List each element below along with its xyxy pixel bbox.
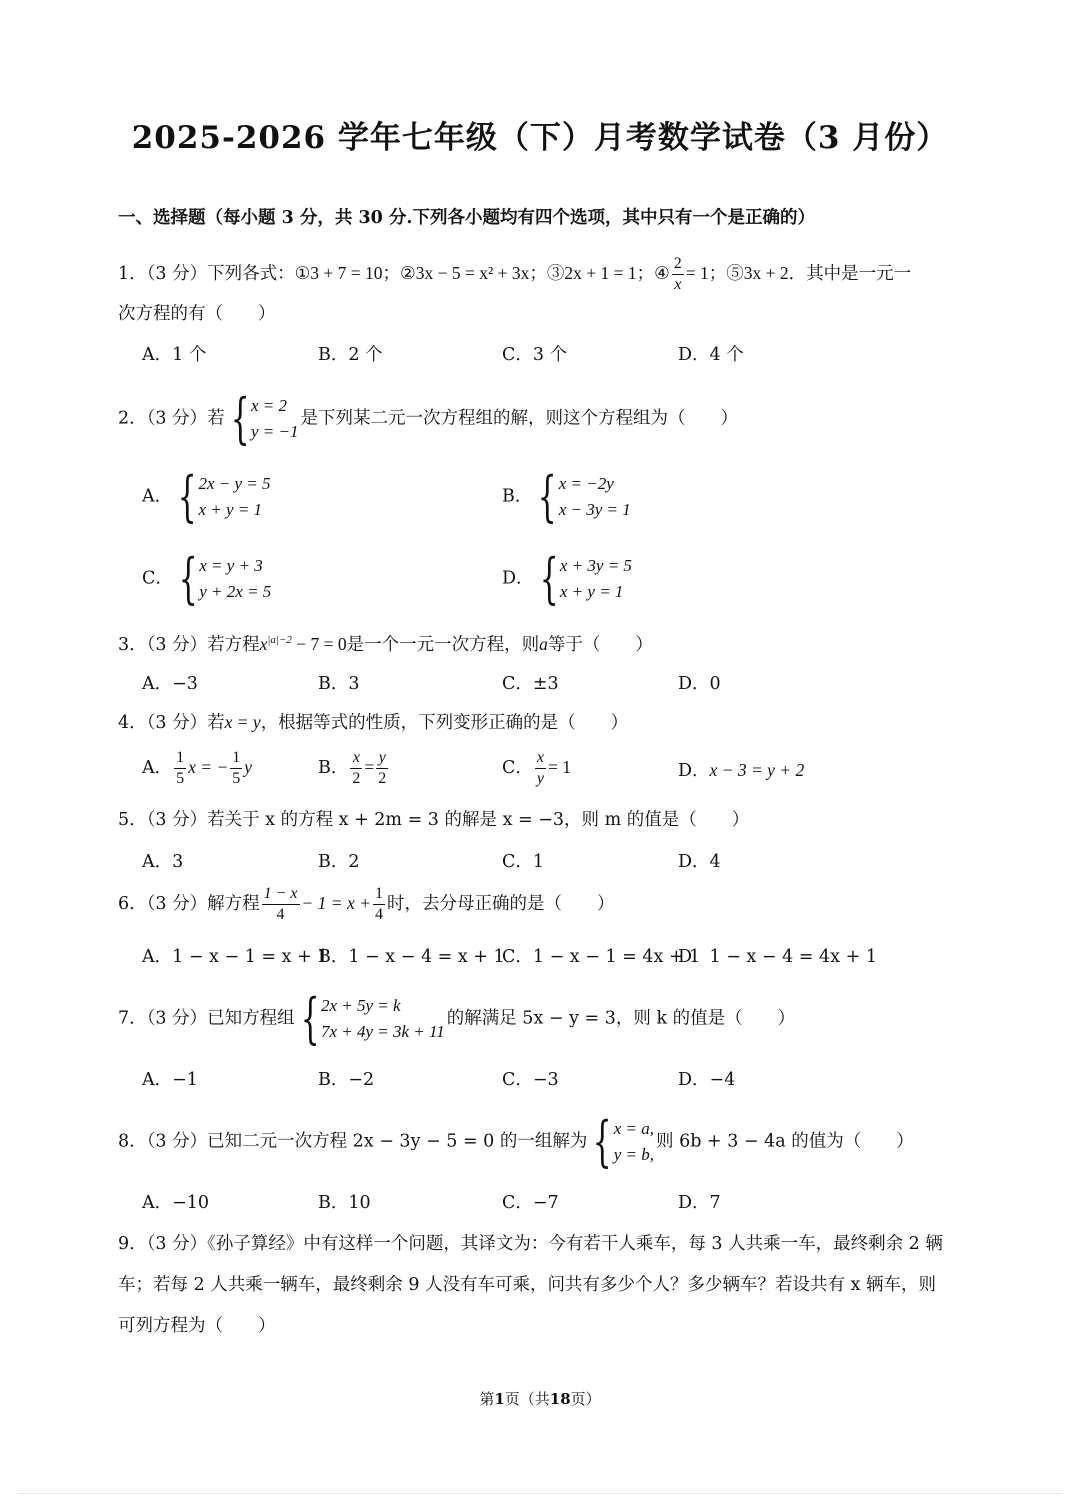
question-9-line-3: 可列方程为（ ） [118, 1316, 276, 1336]
brace-icon: { [593, 1110, 613, 1173]
q2-suffix: 是下列某二元一次方程组的解，则这个方程组为（ ） [300, 408, 738, 429]
q2-option-d: D． { x + 3y = 5 x + y = 1 [502, 547, 632, 610]
question-2 [118, 387, 738, 450]
q1-fraction: $\frac{2}{x}$ [673, 255, 682, 293]
brace-icon: { [177, 465, 197, 528]
q3-option-c: C．±3 [502, 674, 559, 694]
q8-option-b: B．10 [318, 1193, 371, 1213]
q6-option-b: B．1 − x − 4 = x + 1 [318, 947, 505, 967]
q1-option-b: B．2 个 [318, 345, 383, 365]
brace-icon: { [538, 465, 558, 528]
q1-option-d: D．4 个 [678, 345, 744, 365]
q2-option-b: B． { x = −2y x − 3y = 1 [502, 465, 631, 528]
q1-prefix: 1．（3 分）下列各式： [118, 264, 295, 284]
q4-option-a: A． $\frac{1}{5}$ x = − $\frac{1}{5}$ y [142, 749, 253, 787]
q8-option-a: A．−10 [142, 1193, 210, 1213]
q6-option-d: D．1 − x − 4 = 4x + 1 [678, 947, 877, 967]
question-9-line-1: 9．（3 分）《孙子算经》中有这样一个问题，其译文为：今有若干人乘车，每 3 人共乘一车，最终剩余 2 辆 [118, 1234, 943, 1254]
q2-prefix: 2．（3 分）若 [118, 408, 225, 429]
q5-option-b: B．2 [318, 852, 360, 872]
q1-expr-4-rest: = 1； [685, 263, 727, 283]
q1-expr-3: ③2x + 1 = 1； [546, 263, 655, 283]
brace-icon: { [300, 987, 320, 1050]
q1-option-c: C．3 个 [502, 345, 568, 365]
q3-option-d: D．0 [678, 674, 721, 694]
question-3: 3．（3 分）若方程$x^{|a|-2} - 7 = 0$是一个一元一次方程，则a等于（ ） [118, 634, 653, 655]
q2-system: { x = 2 y = −1 [230, 387, 299, 450]
brace-icon: { [539, 547, 559, 610]
page-footer: 第1页（共18页） [479, 1390, 601, 1408]
q6-option-c: C．1 − x − 1 = 4x + 1 [502, 947, 701, 967]
q5-option-d: D．4 [678, 852, 721, 872]
q1-expr-5: ⑤3x + 2．其中是一元一 [726, 263, 912, 283]
section-heading: 一、选择题（每小题 3 分，共 30 分.下列各小题均有四个选项，其中只有一个是正确的） [118, 208, 815, 228]
question-8: 8．（3 分）已知二元一次方程 2x − 3y − 5 = 0 的一组解为 { x = a, y = b, 则 6b + 3 − 4a 的值为（ ） [118, 1110, 914, 1173]
q7-option-b: B．−2 [318, 1070, 375, 1090]
question-4: 4．（3 分）若x = y，根据等式的性质，下列变形正确的是（ ） [118, 712, 629, 733]
question-6: 6．（3 分）解方程 $\frac{1 - x}{4}$ − 1 = x + $\frac{1}{4}$ 时，去分母正确的是（ ） [118, 885, 615, 923]
question-7: 7．（3 分）已知方程组 { 2x + 5y = k 7x + 4y = 3k + 11 的解满足 5x − y = 3，则 k 的值是（ ） [118, 987, 796, 1050]
q1-expr-2: ②3x − 5 = x² + 3x； [400, 263, 547, 283]
bottom-divider [18, 1493, 1062, 1494]
q4-option-b: B． $\frac{x}{2}$ = $\frac{y}{2}$ [318, 749, 387, 787]
q3-option-b: B．3 [318, 674, 360, 694]
question-5: 5．（3 分）若关于 x 的方程 x + 2m = 3 的解是 x = −3，则 m 的值是（ ） [118, 810, 750, 830]
q7-option-d: D．−4 [678, 1070, 736, 1090]
question-1 [118, 256, 911, 293]
page-number: 1 [494, 1390, 505, 1408]
brace-icon: { [230, 387, 250, 450]
page-title: 2025-2026 学年七年级（下）月考数学试卷（3 月份） [131, 120, 949, 156]
question-9-line-2: 车；若每 2 人共乘一辆车，最终剩余 9 人没有车可乘，问共有多少个人？多少辆车？若设共有 x 辆车，则 [118, 1275, 937, 1295]
q5-option-c: C．1 [502, 852, 545, 872]
q8-option-d: D．7 [678, 1193, 721, 1213]
q3-option-a: A．−3 [142, 674, 198, 694]
q7-option-c: C．−3 [502, 1070, 559, 1090]
q5-option-a: A．3 [142, 852, 184, 872]
brace-icon: { [178, 547, 198, 610]
q1-option-a: A．1 个 [142, 345, 207, 365]
page-total: 18 [549, 1390, 571, 1408]
q2-option-c: C． { x = y + 3 y + 2x = 5 [142, 547, 272, 610]
q1-expr-4-label: ④ [654, 264, 670, 284]
q4-option-c: C． $\frac{x}{y}$ = 1 [502, 749, 571, 787]
q4-option-d: D．x − 3 = y + 2 [678, 760, 805, 781]
question-1-line-2: 次方程的有（ ） [118, 304, 276, 324]
q6-option-a: A．1 − x − 1 = x + 1 [142, 947, 329, 967]
q8-option-c: C．−7 [502, 1193, 559, 1213]
q7-option-a: A．−1 [142, 1070, 198, 1090]
q1-expr-1: ①3 + 7 = 10； [294, 263, 401, 283]
q2-option-a: A． { 2x − y = 5 x + y = 1 [142, 465, 271, 528]
